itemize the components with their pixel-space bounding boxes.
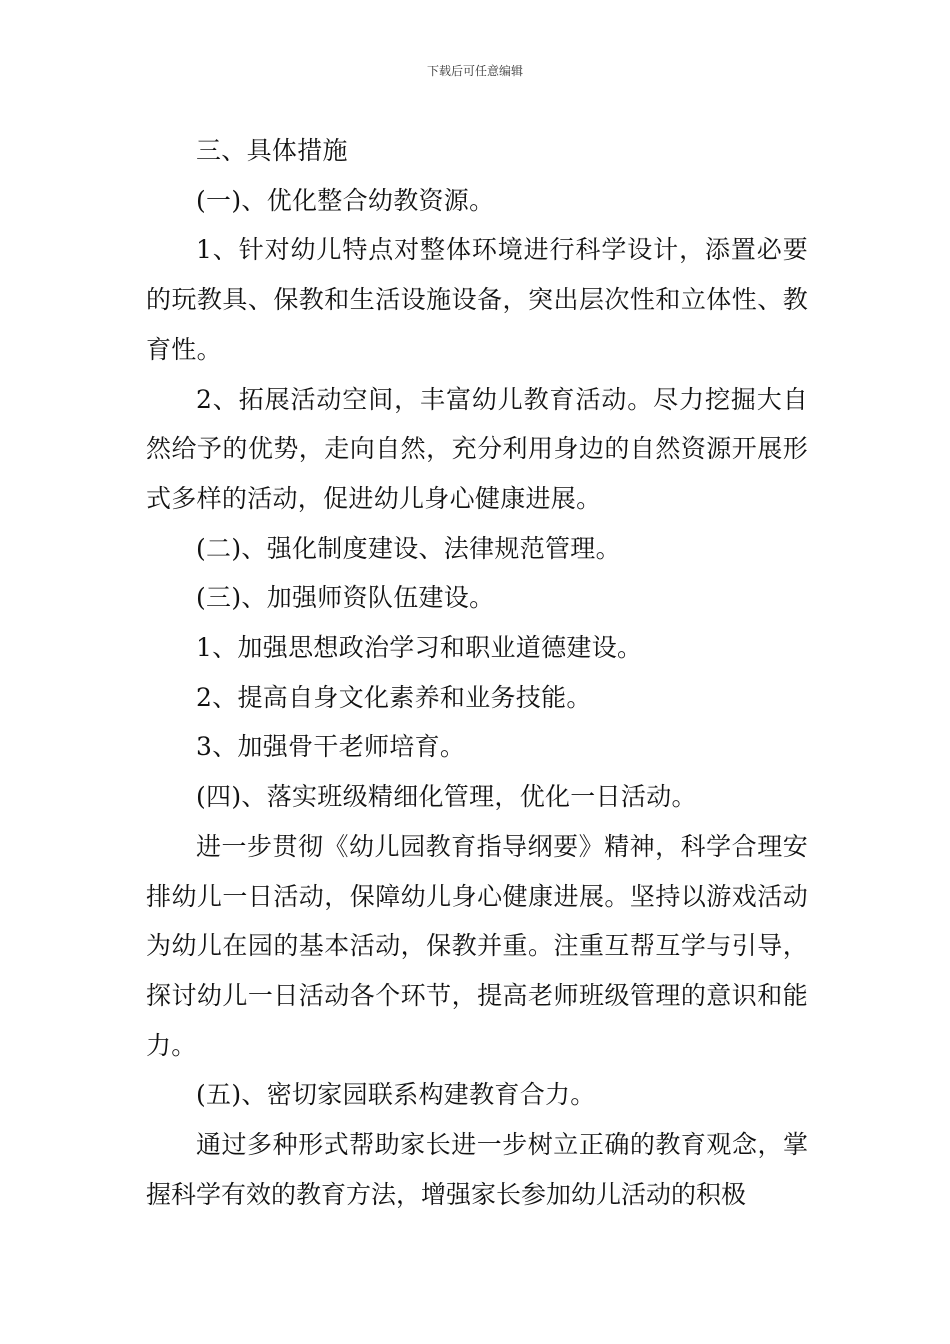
page-header: 下载后可任意编辑 (426, 64, 523, 78)
subsection-heading: (一)、优化整合幼教资源。 (196, 185, 495, 215)
list-item: 1、加强思想政治学习和职业道德建设。 (196, 633, 643, 663)
subsection-heading: (五)、密切家园联系构建教育合力。 (196, 1080, 596, 1110)
body-paragraph: 2、拓展活动空间，丰富幼儿教育活动。尽力挖掘大自然给予的优势，走向自然，充分利用身边的自然资源开展形式多样的活动，促进幼儿身心健康进展。 (146, 384, 808, 513)
subsection-heading: (四)、落实班级精细化管理，优化一日活动。 (196, 782, 697, 812)
body-paragraph: 进一步贯彻《幼儿园教育指导纲要》精神，科学合理安排幼儿一日活动，保障幼儿身心健康进展。坚持以游戏活动为幼儿在园的基本活动，保教并重。注重互帮互学与引导，探讨幼儿一日活动各个环节，提高老师班级管理的意识和能力。 (146, 831, 808, 1060)
section-heading: 三、具体措施 (196, 136, 348, 165)
body-paragraph: 1、针对幼儿特点对整体环境进行科学设计，添置必要的玩教具、保教和生活设施设备，突出层次性和立体性、教育性。 (146, 235, 808, 364)
subsection-heading: (三)、加强师资队伍建设。 (196, 583, 495, 613)
body-paragraph: 通过多种形式帮助家长进一步树立正确的教育观念，掌握科学有效的教育方法，增强家长参加幼儿活动的积极 (146, 1130, 808, 1209)
list-item: 2、提高自身文化素养和业务技能。 (196, 682, 592, 712)
document-body (146, 126, 808, 1219)
list-item: 3、加强骨干老师培育。 (196, 732, 466, 762)
subsection-heading: (二)、强化制度建设、法律规范管理。 (196, 533, 621, 563)
